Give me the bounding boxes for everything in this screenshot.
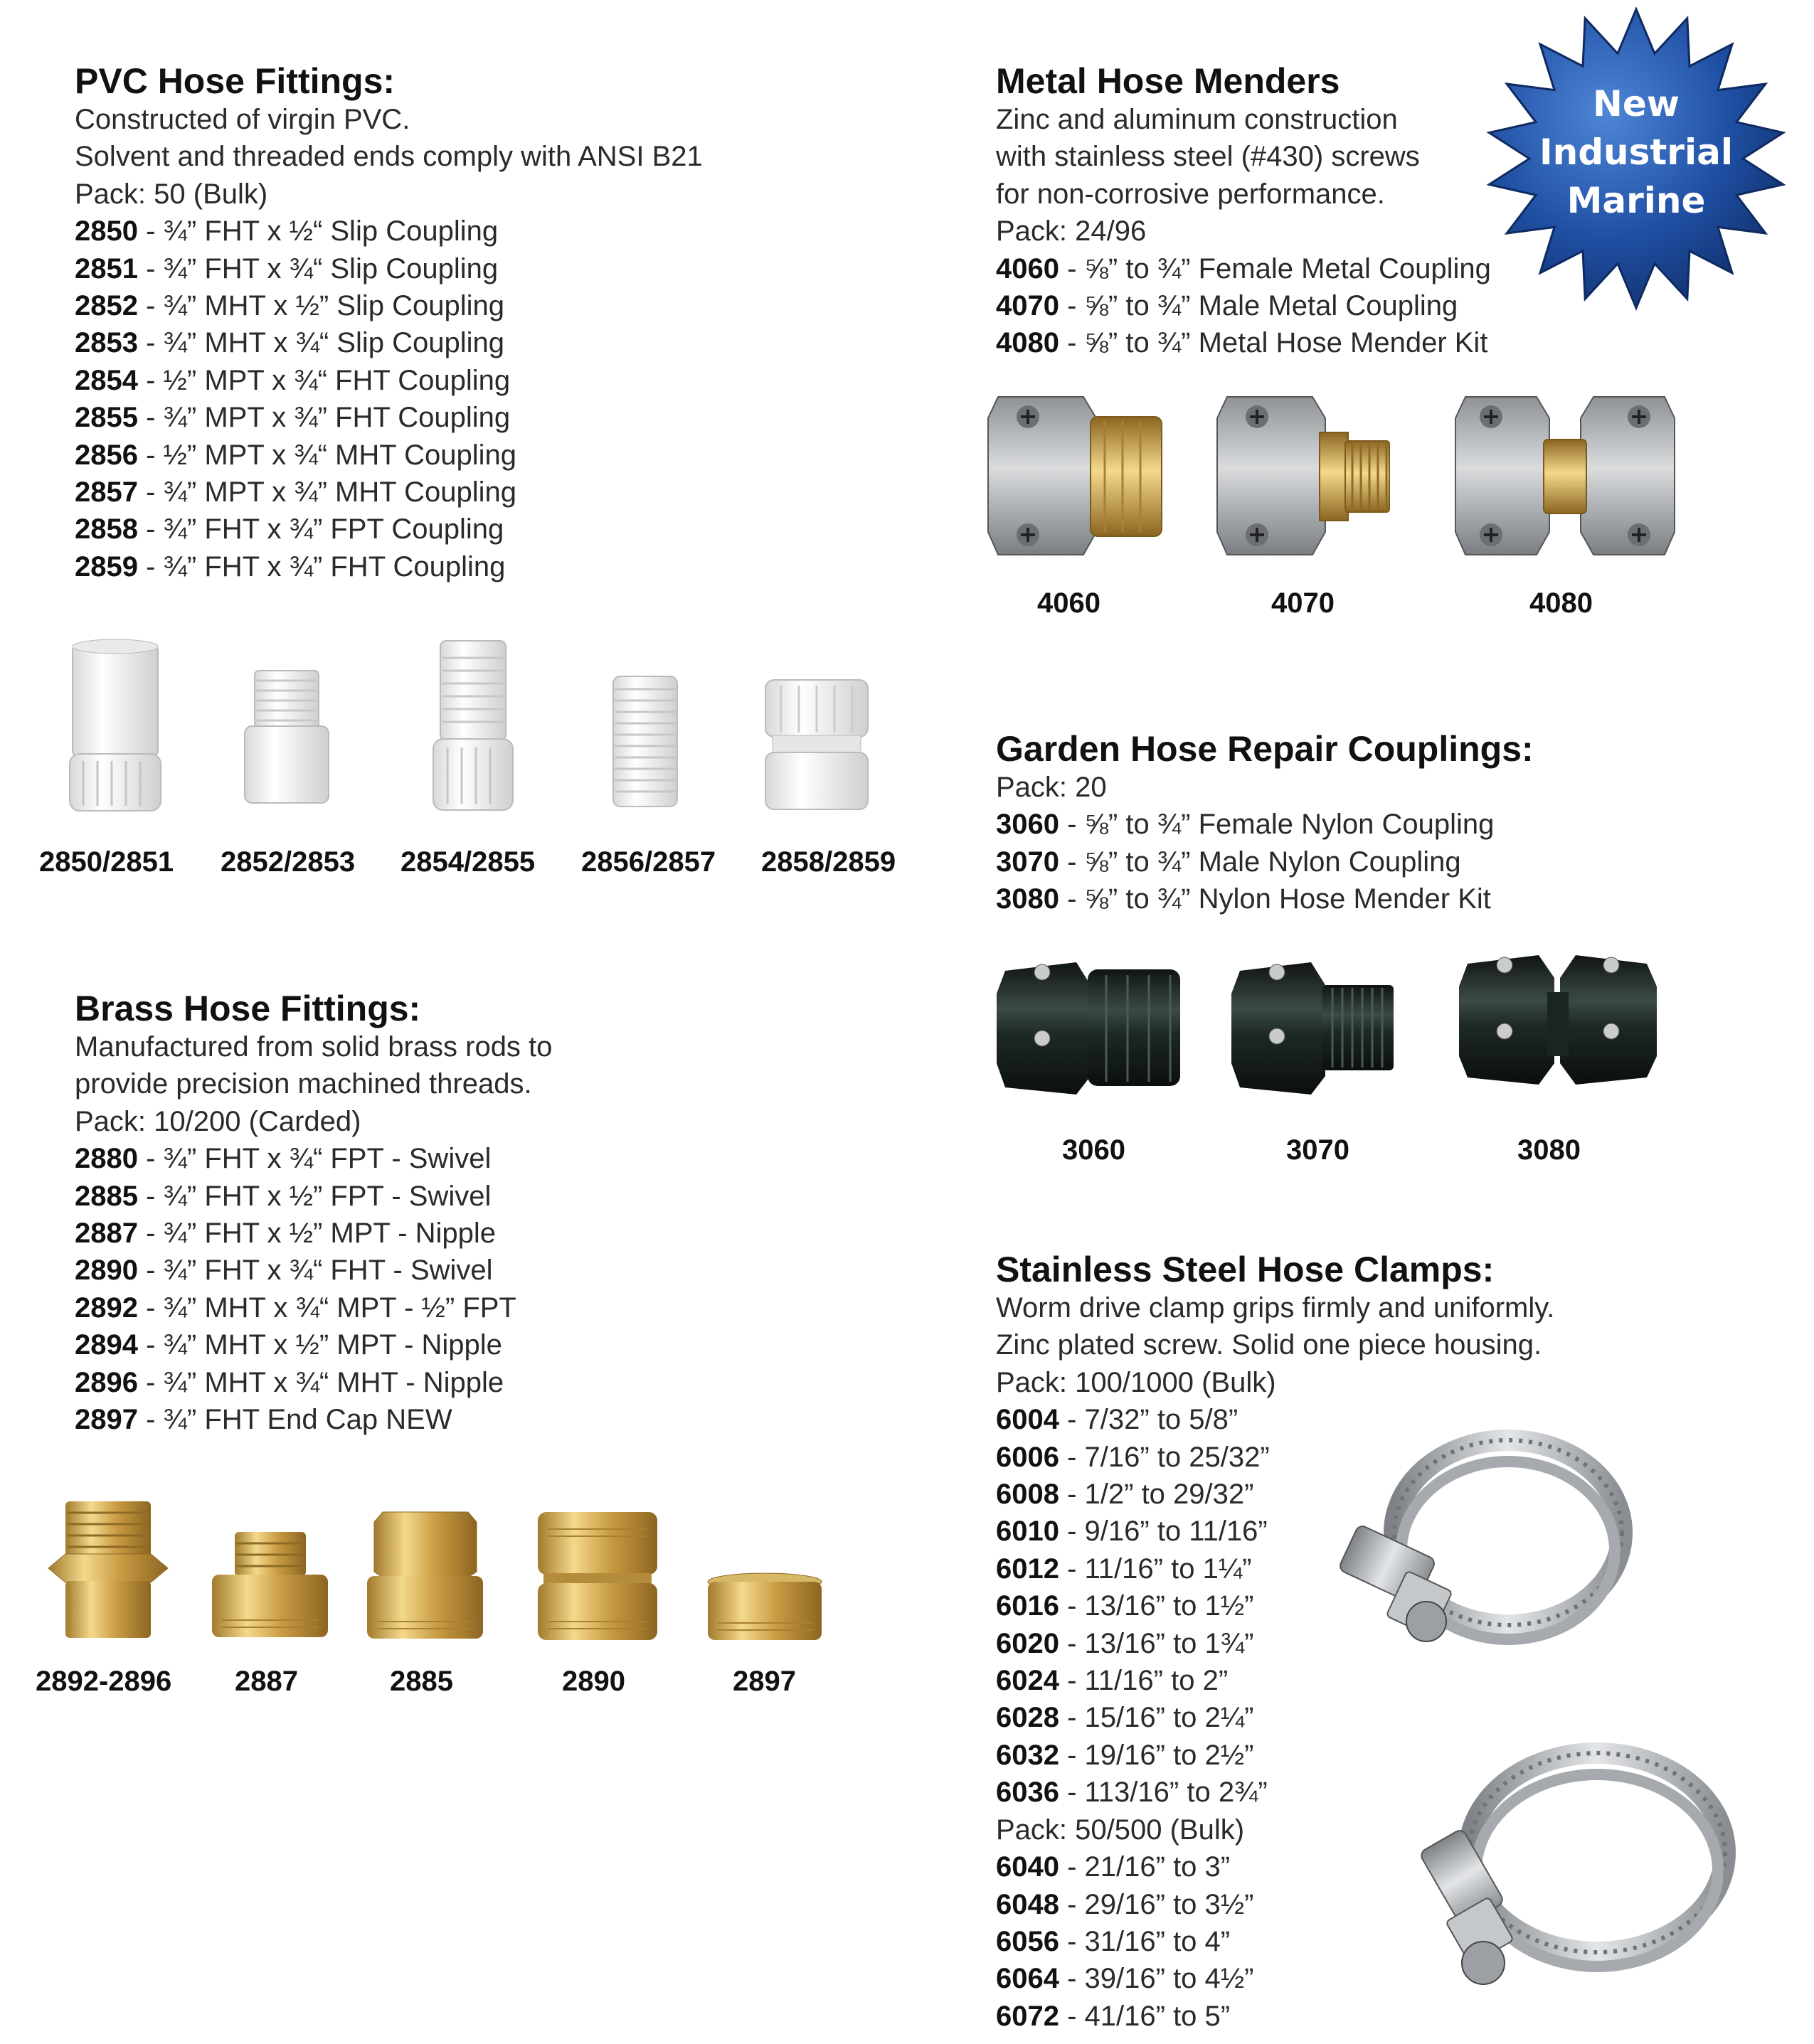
list-item: [75, 437, 703, 474]
item-code: 2859: [75, 550, 138, 582]
item-text: - ¾” FHT x ¾“ FPT - Swivel: [137, 1143, 492, 1175]
list-item: [996, 324, 1491, 361]
item-text: - 39/16” to 4½”: [1059, 1963, 1254, 1995]
item-text: - ¾” FHT x ½“ Slip Coupling: [137, 215, 499, 247]
brass-caption-2892: 2892-2896: [36, 1666, 172, 1697]
item-code: 6056: [996, 1925, 1059, 1957]
brass-fitting-2892-image: [44, 1497, 172, 1643]
item-text: - ¾” FHT x ½” MPT - Nipple: [137, 1218, 497, 1250]
item-code: 6072: [996, 2000, 1059, 2032]
brass-fitting-2890-image: [534, 1508, 662, 1644]
nylon-coupling-3070-image: [1227, 957, 1398, 1099]
item-code: 2858: [75, 513, 138, 545]
item-text: - 19/16” to 2½”: [1059, 1739, 1254, 1771]
brass-item-list: [75, 1140, 552, 1438]
item-text: - ¾” FHT End Cap NEW: [137, 1404, 452, 1436]
list-item: [75, 362, 703, 399]
metal-desc: [996, 101, 1491, 250]
desc-line: Zinc and aluminum construction: [996, 104, 1398, 135]
desc-line: Pack: 50 (Bulk): [75, 178, 268, 210]
metal-item-list: [996, 250, 1491, 362]
metal-caption-4060: 4060: [1037, 587, 1100, 619]
garden-desc: [996, 769, 1534, 806]
item-code: 2885: [75, 1180, 138, 1212]
metal-mender-4060-image: [984, 390, 1165, 562]
list-item: [75, 1140, 552, 1177]
brass-desc: [75, 1028, 552, 1140]
item-text: - ⅝” to ¾” Nylon Hose Mender Kit: [1059, 883, 1491, 915]
item-text: - ⅝” to ¾” Metal Hose Mender Kit: [1059, 327, 1488, 359]
pvc-caption-2850: 2850/2851: [39, 846, 174, 878]
item-text: - 7/16” to 25/32”: [1059, 1441, 1270, 1473]
item-code: 2853: [75, 327, 138, 359]
desc-line: with stainless steel (#430) screws: [996, 141, 1420, 173]
desc-line: for non-corrosive performance.: [996, 178, 1385, 210]
brass-title: Brass Hose Fittings:: [75, 989, 421, 1028]
desc-line: Constructed of virgin PVC.: [75, 104, 410, 135]
garden-caption-3080: 3080: [1517, 1134, 1581, 1166]
item-text: - ⅝” to ¾” Female Metal Coupling: [1059, 252, 1491, 284]
item-code: 6032: [996, 1739, 1059, 1771]
pvc-coupling-2858-image: [760, 676, 874, 814]
list-item: [75, 548, 703, 585]
metal-section: [996, 61, 1491, 362]
item-code: 2857: [75, 477, 138, 509]
garden-item-list: [996, 806, 1534, 917]
item-text: - ⅝” to ¾” Male Nylon Coupling: [1059, 846, 1461, 878]
clamps-title: Stainless Steel Hose Clamps:: [996, 1250, 1495, 1289]
item-code: 2856: [75, 439, 138, 471]
list-item: [75, 287, 703, 324]
item-text: - ¾” FHT x ¾“ Slip Coupling: [137, 252, 499, 284]
item-text: - ¾” MPT x ¾” MHT Coupling: [137, 477, 516, 509]
nylon-coupling-3060-image: [992, 957, 1184, 1099]
brass-fitting-2885-image: [363, 1508, 487, 1643]
brass-caption-2887: 2887: [235, 1666, 298, 1697]
desc-line: Pack: 10/200 (Carded): [75, 1105, 361, 1137]
item-code: 6036: [996, 1777, 1059, 1809]
desc-line: Solvent and threaded ends comply with ANSI B21: [75, 141, 703, 173]
brass-fitting-2897-image: [703, 1570, 827, 1645]
badge-line-marine: Marine: [1566, 180, 1706, 221]
item-code: 2855: [75, 402, 138, 434]
item-text: - 11/16” to 2”: [1059, 1665, 1229, 1697]
item-text: - ¾” MHT x ¾“ MPT - ½” FPT: [137, 1292, 516, 1324]
item-code: 2854: [75, 364, 138, 396]
garden-caption-3070: 3070: [1286, 1134, 1349, 1166]
list-item: [996, 880, 1534, 917]
item-code: 2851: [75, 252, 138, 284]
garden-section: [996, 729, 1534, 918]
list-item: [996, 843, 1534, 880]
item-code: 4080: [996, 327, 1059, 359]
pvc-title: PVC Hose Fittings:: [75, 61, 396, 101]
item-text: - ½” MPT x ¾“ MHT Coupling: [137, 439, 516, 471]
pvc-coupling-2856-image: [606, 672, 684, 811]
garden-caption-3060: 3060: [1062, 1134, 1125, 1166]
brass-caption-2885: 2885: [390, 1666, 453, 1697]
item-text: - 15/16” to 2¼”: [1059, 1702, 1254, 1734]
item-code: 3080: [996, 883, 1059, 915]
item-code: 6020: [996, 1627, 1059, 1659]
item-text: - ¾” FHT x ¾” FPT Coupling: [137, 513, 504, 545]
desc-line: Pack: 100/1000 (Bulk): [996, 1366, 1276, 1398]
item-code: 2890: [75, 1255, 138, 1287]
metal-caption-4080: 4080: [1529, 587, 1593, 619]
metal-title: Metal Hose Menders: [996, 61, 1340, 101]
item-text: - ¾” MHT x ½” MPT - Nipple: [137, 1329, 502, 1361]
metal-caption-4070: 4070: [1271, 587, 1335, 619]
list-item: [75, 511, 703, 548]
list-item: [75, 1289, 552, 1326]
item-text: - ¾” FHT x ¾“ FHT - Swivel: [137, 1255, 493, 1287]
item-text: - ¾” MHT x ¾“ Slip Coupling: [137, 327, 504, 359]
clamps-desc: [996, 1289, 1554, 1401]
list-item: [996, 287, 1491, 324]
item-code: 6010: [996, 1516, 1059, 1548]
item-text: - 41/16” to 5”: [1059, 2000, 1231, 2032]
item-text: - 21/16” to 3”: [1059, 1851, 1231, 1883]
item-code: 6064: [996, 1963, 1059, 1995]
item-code: 2897: [75, 1404, 138, 1436]
pvc-coupling-2850-image: [65, 637, 165, 818]
item-code: 2894: [75, 1329, 138, 1361]
item-text: - 1/2” to 29/32”: [1059, 1479, 1254, 1511]
item-text: - ¾” MHT x ½” Slip Coupling: [137, 290, 504, 322]
item-code: 6012: [996, 1553, 1059, 1585]
list-item: [75, 1326, 552, 1363]
brass-fitting-2887-image: [208, 1528, 332, 1641]
list-item: [996, 250, 1491, 287]
item-text: - 11/16” to 1¼”: [1059, 1553, 1252, 1585]
list-item: [75, 1401, 552, 1438]
list-item: [75, 1364, 552, 1401]
metal-mender-4080-image: [1451, 390, 1679, 562]
item-code: 6024: [996, 1665, 1059, 1697]
pvc-item-list: [75, 213, 703, 585]
item-code: 6008: [996, 1479, 1059, 1511]
pvc-desc: [75, 101, 703, 213]
clamps-pack2: Pack: 50/500 (Bulk): [996, 1814, 1245, 1846]
item-text: - 29/16” to 3½”: [1059, 1888, 1254, 1920]
pvc-caption-2852: 2852/2853: [221, 846, 356, 878]
item-code: 2852: [75, 290, 138, 322]
desc-line: provide precision machined threads.: [75, 1068, 532, 1100]
pvc-caption-2854: 2854/2855: [401, 846, 536, 878]
badge-line-new: New: [1593, 83, 1680, 124]
desc-line: Pack: 24/96: [996, 215, 1147, 247]
brass-caption-2897: 2897: [733, 1666, 796, 1697]
item-text: - ⅝” to ¾” Female Nylon Coupling: [1059, 809, 1495, 841]
item-text: - 13/16” to 1¾”: [1059, 1627, 1254, 1659]
item-code: 2887: [75, 1218, 138, 1250]
item-text: - ¾” MHT x ¾“ MHT - Nipple: [137, 1366, 504, 1398]
list-item: [75, 1215, 552, 1252]
list-item: [75, 399, 703, 436]
new-industrial-marine-badge: [1483, 6, 1789, 312]
list-item: [75, 474, 703, 511]
brass-section: [75, 989, 552, 1438]
item-code: 6028: [996, 1702, 1059, 1734]
pvc-section: [75, 61, 703, 585]
hose-clamp-large-image: [1405, 1728, 1736, 2009]
item-code: 2896: [75, 1366, 138, 1398]
item-code: 6016: [996, 1590, 1059, 1622]
item-code: 4070: [996, 290, 1059, 322]
brass-caption-2890: 2890: [562, 1666, 625, 1697]
item-code: 2850: [75, 215, 138, 247]
desc-line: Worm drive clamp grips firmly and uniformly.: [996, 1292, 1555, 1324]
metal-mender-4070-image: [1213, 390, 1394, 562]
item-code: 2880: [75, 1143, 138, 1175]
pvc-caption-2856: 2856/2857: [581, 846, 716, 878]
item-code: 2892: [75, 1292, 138, 1324]
item-text: - 113/16” to 2¾”: [1059, 1777, 1268, 1809]
pvc-coupling-2852-image: [240, 665, 333, 807]
desc-line: Manufactured from solid brass rods to: [75, 1031, 553, 1063]
item-text: - ⅝” to ¾” Male Metal Coupling: [1059, 290, 1458, 322]
item-text: - 7/32” to 5/8”: [1059, 1404, 1238, 1436]
list-item: [75, 1252, 552, 1289]
item-text: - ¾” FHT x ¾” FHT Coupling: [137, 550, 506, 582]
item-code: 3070: [996, 846, 1059, 878]
item-text: - ¾” MPT x ¾” FHT Coupling: [137, 402, 511, 434]
item-code: 3060: [996, 809, 1059, 841]
item-text: - ½” MPT x ¾“ FHT Coupling: [137, 364, 511, 396]
list-item: [996, 806, 1534, 843]
list-item: [75, 213, 703, 250]
item-text: - 13/16” to 1½”: [1059, 1590, 1254, 1622]
item-text: - 31/16” to 4”: [1059, 1925, 1231, 1957]
list-item: [75, 324, 703, 361]
list-item: [75, 250, 703, 287]
item-code: 4060: [996, 252, 1059, 284]
item-code: 6006: [996, 1441, 1059, 1473]
hose-clamp-small-image: [1330, 1415, 1636, 1678]
garden-title: Garden Hose Repair Couplings:: [996, 729, 1534, 769]
list-item: [75, 1178, 552, 1215]
pvc-caption-2858: 2858/2859: [761, 846, 896, 878]
pvc-coupling-2854-image: [430, 637, 516, 814]
item-text: - 9/16” to 11/16”: [1059, 1516, 1268, 1548]
desc-line: Zinc plated screw. Solid one piece housing.: [996, 1329, 1542, 1361]
badge-line-industrial: Industrial: [1539, 132, 1733, 173]
item-code: 6004: [996, 1404, 1059, 1436]
item-text: - ¾” FHT x ½” FPT - Swivel: [137, 1180, 492, 1212]
item-code: 6040: [996, 1851, 1059, 1883]
desc-line: Pack: 20: [996, 772, 1107, 803]
item-code: 6048: [996, 1888, 1059, 1920]
nylon-coupling-3080-image: [1455, 949, 1661, 1092]
